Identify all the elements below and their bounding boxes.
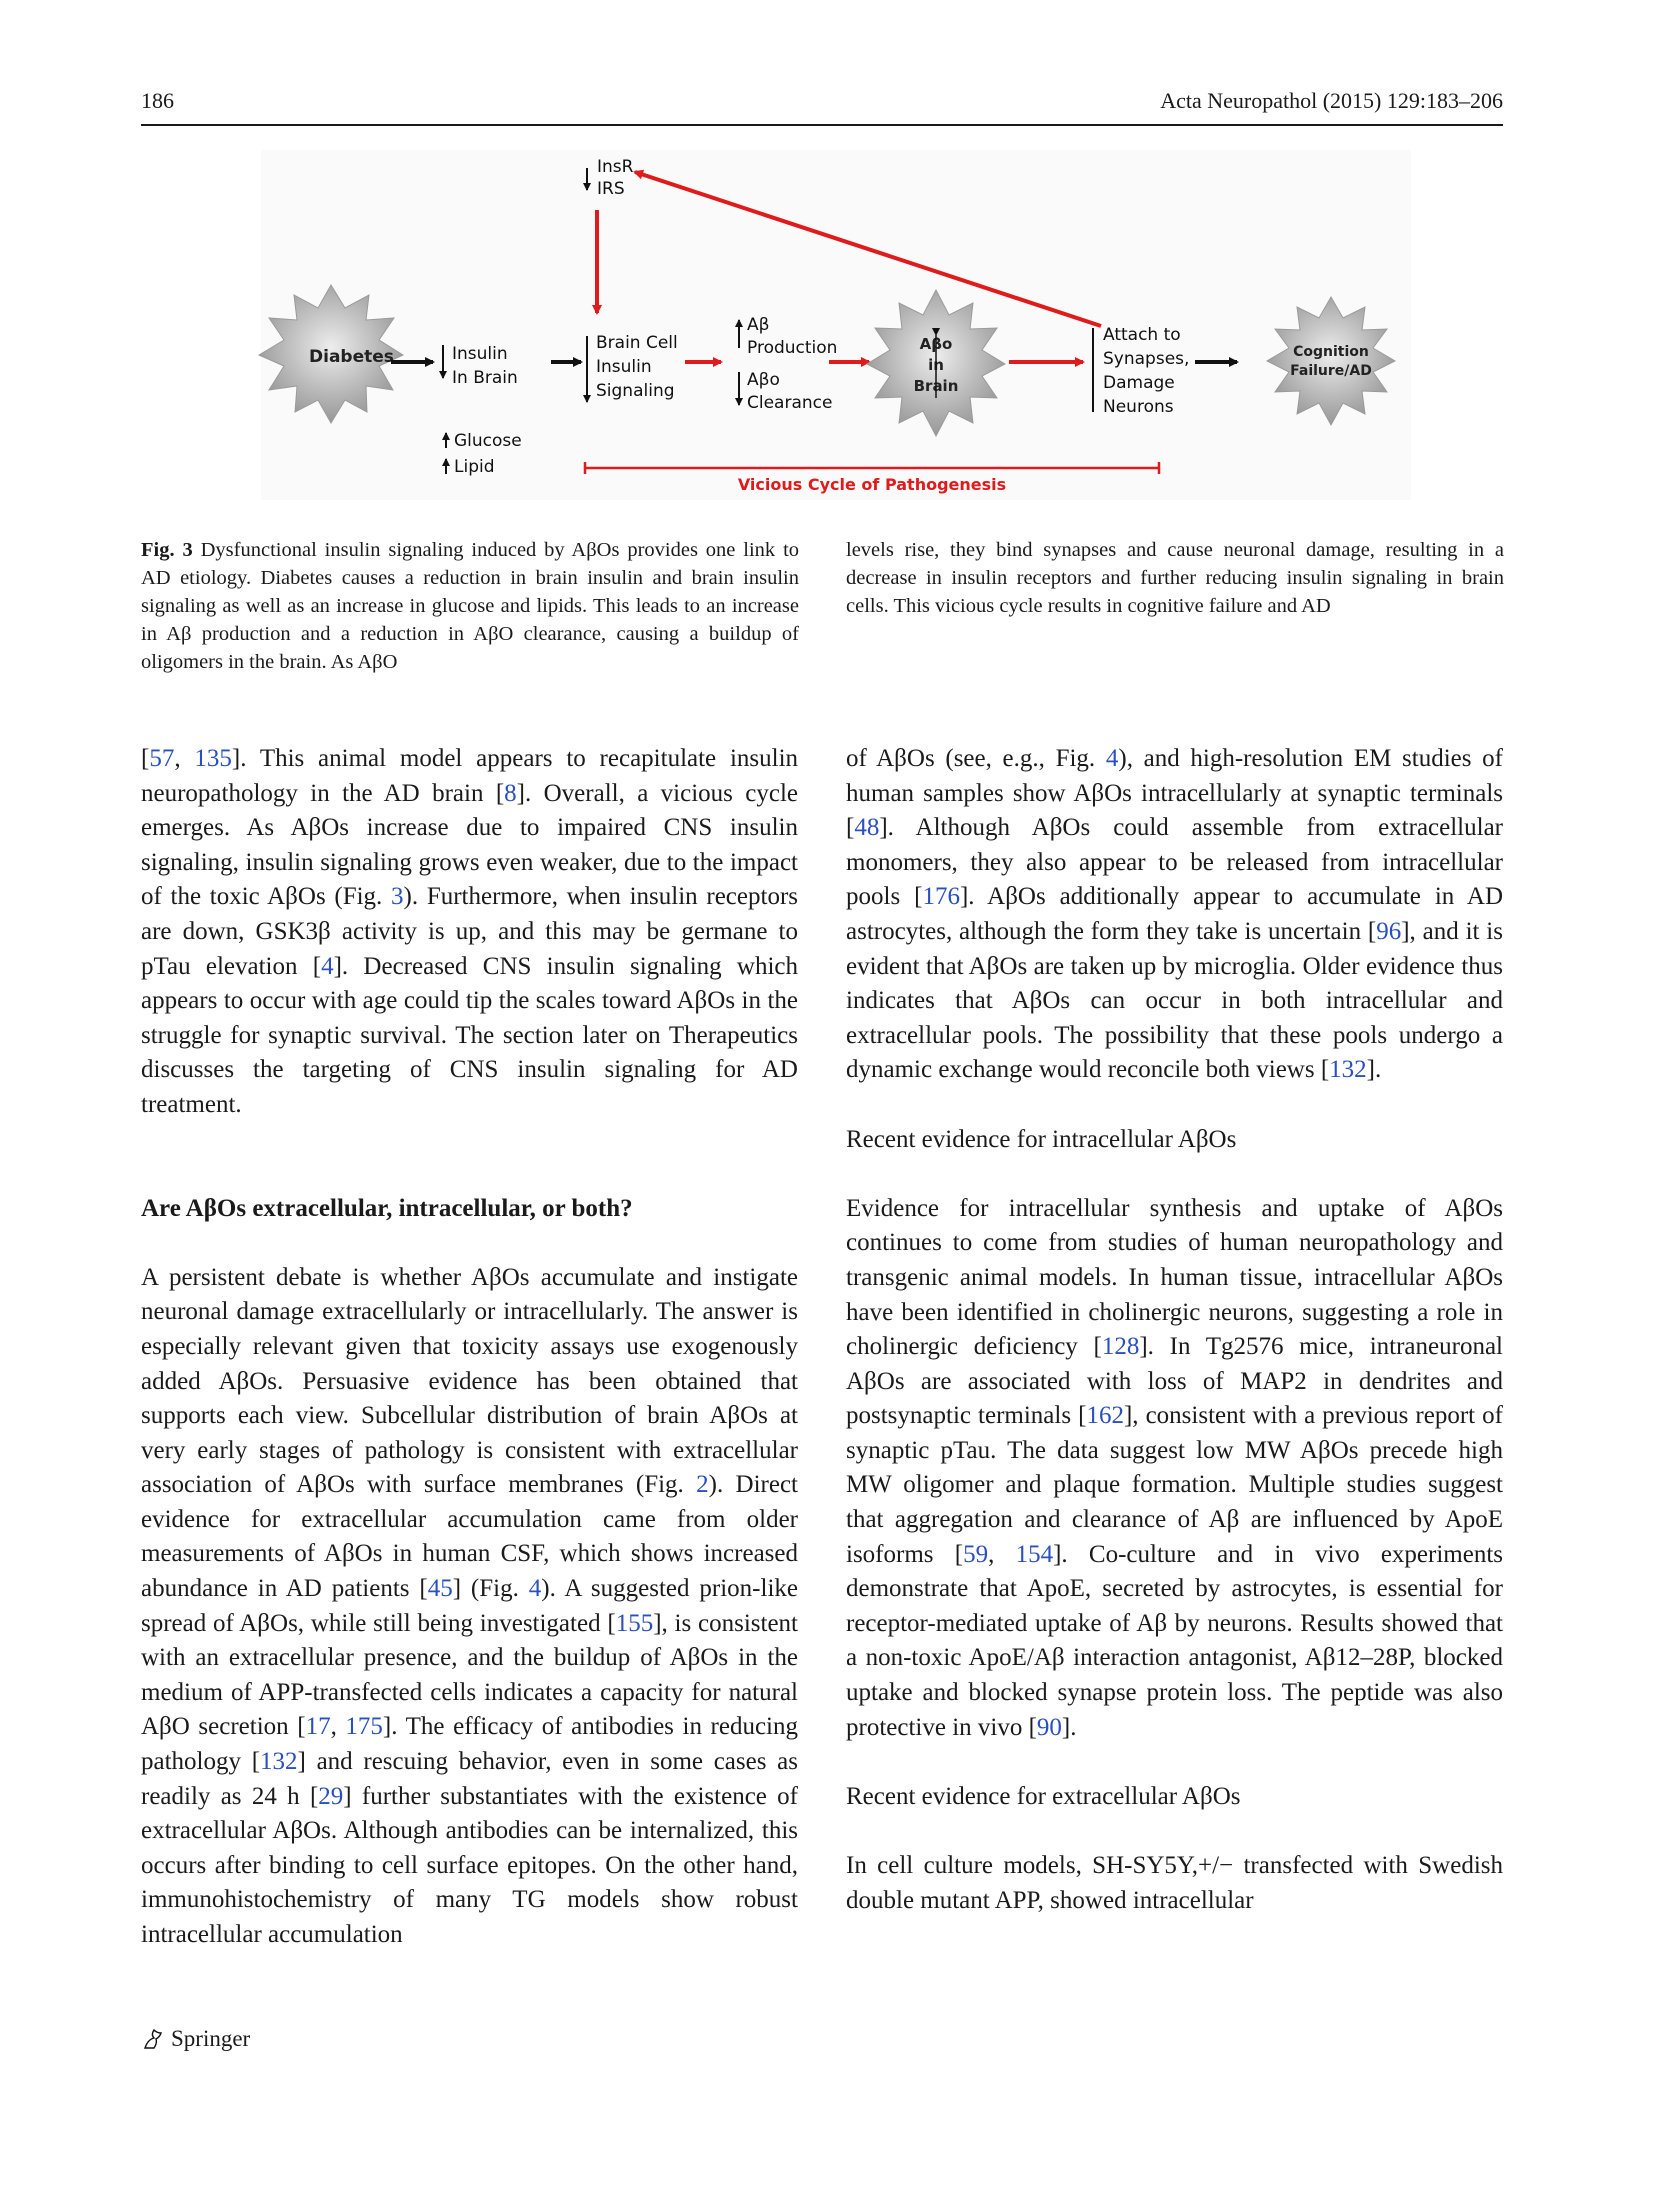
citation-link[interactable]: 90 <box>1036 1713 1062 1741</box>
cognition-label-1: Cognition <box>1293 344 1369 360</box>
paragraph-cell-culture: In cell culture models, SH-SY5Y,+/− transfected with Swedish double mutant APP, showed intracellular <box>846 1852 1503 1914</box>
braincell-label-3: Signaling <box>596 381 675 401</box>
citation-link[interactable]: 128 <box>1101 1333 1140 1361</box>
abo-label-2: in <box>928 356 944 374</box>
paragraph-intracellular-evidence: Evidence for intracellular synthesis and uptake of AβOs continues to come from studies of human neuropathology and transgenic animal models. In human tissue, intracellular AβOs have been identified in cholinergic neurons, suggesting a role in cholinergic deficiency [128]. In Tg2576 mice, intraneuronal AβOs are associated with loss of MAP2 in dendrites and postsynaptic terminals [162], consistent with a previous report of synaptic pTau. The data suggest low MW AβOs precede high MW oligomer and plaque formation. Multiple studies suggest that aggregation and clearance of Aβ are influenced by ApoE isoforms [59, 154]. Co-culture and in vivo experiments demonstrate that ApoE, secreted by astrocytes, is essential for receptor-mediated uptake of Aβ by neurons. Results showed that a non-toxic ApoE/Aβ interaction antagonist, Aβ12–28P, blocked uptake and blocked synapse protein loss. The peptide was also protective in vivo [90]. <box>846 1194 1504 1741</box>
insulin-label-1: Insulin <box>452 344 508 364</box>
citation-link[interactable]: 45 <box>427 1575 453 1603</box>
citation-link[interactable]: 4 <box>321 952 334 980</box>
citation-link[interactable]: 48 <box>854 814 880 842</box>
figure-link[interactable]: 2 <box>696 1471 709 1499</box>
figure-link[interactable]: 4 <box>1105 745 1119 772</box>
publisher-name: Springer <box>171 2026 251 2051</box>
figure-3-diagram <box>141 150 1503 510</box>
figure-caption-left <box>141 536 799 676</box>
citation-link[interactable]: 17 <box>305 1713 331 1741</box>
attach-label-3: Damage <box>1103 373 1175 393</box>
citation-link[interactable]: 176 <box>922 883 960 911</box>
ab-production-label-1: Aβ <box>747 315 770 335</box>
figure-caption-right: levels rise, they bind synapses and cause neuronal damage, resulting in a decrease in insulin receptors and further reducing insulin signaling in brain cells. This vicious cycle results in cognitive failure and AD <box>846 539 1504 617</box>
paragraph-insulin-cycle: [57, 135]. This animal model appears to recapitulate insulin neuropathology in the AD brain [8]. Overall, a vicious cycle emerges. As AβOs increase due to impaired CNS insulin signaling, insulin signaling grows even weaker, due to the impact of the toxic AβOs (Fig. 3). Furthermore, when insulin receptors are down, GSK3β activity is up, and this may be germane to pTau elevation [4]. Decreased CNS insulin signaling which appears to occur with age could tip the scales toward AβOs in the struggle for synaptic survival. The section later on Therapeutics discusses the targeting of CNS insulin signaling for AD treatment. <box>141 745 799 1118</box>
irs-label: IRS <box>597 179 625 199</box>
springer-horse-icon <box>141 2027 165 2051</box>
insulin-label-2: In Brain <box>452 368 518 388</box>
section-heading-extracellular-intracellular: Are AβOs extracellular, intracellular, or both? <box>141 1194 633 1222</box>
vicious-cycle-label: Vicious Cycle of Pathogenesis <box>737 475 1007 494</box>
abo-label-1: Aβo <box>919 335 953 353</box>
attach-label-4: Neurons <box>1103 397 1174 417</box>
citation-link[interactable]: 154 <box>1015 1540 1054 1568</box>
figure-link[interactable]: 4 <box>528 1575 542 1603</box>
insr-label: InsR <box>597 157 634 177</box>
citation-link[interactable]: 175 <box>345 1713 383 1741</box>
braincell-label-2: Insulin <box>596 357 652 377</box>
braincell-label-1: Brain Cell <box>596 333 678 353</box>
glucose-label: Glucose <box>454 431 522 451</box>
citation-link[interactable]: 132 <box>260 1748 298 1776</box>
caption-text-left: Dysfunctional insulin signaling induced by AβOs provides one link to AD etiology. Diabetes causes a reduction in brain insulin and brain insulin signaling as well as an increase in glucose and lipids. This leads to an increase in Aβ production and a reduction in AβO clearance, causing a buildup of oligomers in the brain. As AβO <box>141 539 800 673</box>
citation-link[interactable]: 59 <box>963 1540 989 1568</box>
attach-label-2: Synapses, <box>1103 349 1190 369</box>
subsection-heading-intracellular: Recent evidence for intracellular AβOs <box>846 1125 1237 1153</box>
ab-clearance-label-2: Clearance <box>747 393 833 413</box>
citation-link[interactable]: 162 <box>1086 1402 1124 1430</box>
header-rule <box>141 124 1503 126</box>
right-column <box>846 742 1503 1918</box>
diabetes-label: Diabetes <box>309 347 394 367</box>
citation-link[interactable]: 57 <box>149 745 175 772</box>
page-number: 186 <box>141 88 174 113</box>
left-column <box>141 742 798 1953</box>
figure-link[interactable]: 3 <box>391 883 404 911</box>
journal-reference: Acta Neuropathol (2015) 129:183–206 <box>1160 88 1503 113</box>
paragraph-intracellular-pools: of AβOs (see, e.g., Fig. 4), and high-resolution EM studies of human samples show AβOs intracellularly at synaptic terminals [48]. Although AβOs could assemble from extracellular monomers, they also appear to be released from intracellular pools [176]. AβOs additionally appear to accumulate in AD astrocytes, although the form they take is uncertain [96], and it is evident that AβOs are taken up by microglia. Older evidence thus indicates that AβOs can occur in both intracellular and extracellular pools. The possibility that these pools undergo a dynamic exchange would reconcile both views [132]. <box>846 745 1504 1084</box>
subsection-heading-extracellular: Recent evidence for extracellular AβOs <box>846 1782 1241 1810</box>
attach-label-1: Attach to <box>1103 325 1181 345</box>
citation-link[interactable]: 8 <box>504 779 517 807</box>
citation-link[interactable]: 132 <box>1329 1056 1367 1084</box>
cognition-label-2: Failure/AD <box>1290 363 1372 379</box>
abo-label-3: Brain <box>913 377 959 395</box>
figure-label: Fig. 3 <box>141 539 193 561</box>
ab-clearance-label-1: Aβo <box>747 370 780 390</box>
ab-production-label-2: Production <box>747 338 838 358</box>
citation-link[interactable]: 135 <box>194 745 232 772</box>
citation-link[interactable]: 96 <box>1376 917 1402 945</box>
citation-link[interactable]: 155 <box>615 1609 654 1637</box>
paragraph-debate: A persistent debate is whether AβOs accumulate and instigate neuronal damage extracellularly or intracellularly. The answer is especially relevant given that toxicity assays use exogenously added AβOs. Persuasive evidence has been obtained that supports each view. Subcellular distribution of brain AβOs at very early stages of pathology is consistent with extracellular association of AβOs with surface membranes (Fig. 2). Direct evidence for extracellular accumulation came from older measurements of AβOs in human CSF, which shows increased abundance in AD patients [45] (Fig. 4). A suggested prion-like spread of AβOs, while still being investigated [155], is consistent with an extracellular presence, and the buildup of AβOs in the medium of APP-transfected cells indicates a capacity for natural AβO secretion [17, 175]. The efficacy of antibodies in reducing pathology [132] and rescuing behavior, even in some cases as readily as 24 h [29] further substantiates with the existence of extracellular AβOs. Although antibodies can be internalized, this occurs after binding to cell surface epitopes. On the other hand, immunohistochemistry of many TG models show robust intracellular accumulation <box>141 1263 799 1948</box>
citation-link[interactable]: 29 <box>318 1782 344 1810</box>
lipid-label: Lipid <box>454 457 495 477</box>
publisher-footer <box>141 2026 250 2052</box>
